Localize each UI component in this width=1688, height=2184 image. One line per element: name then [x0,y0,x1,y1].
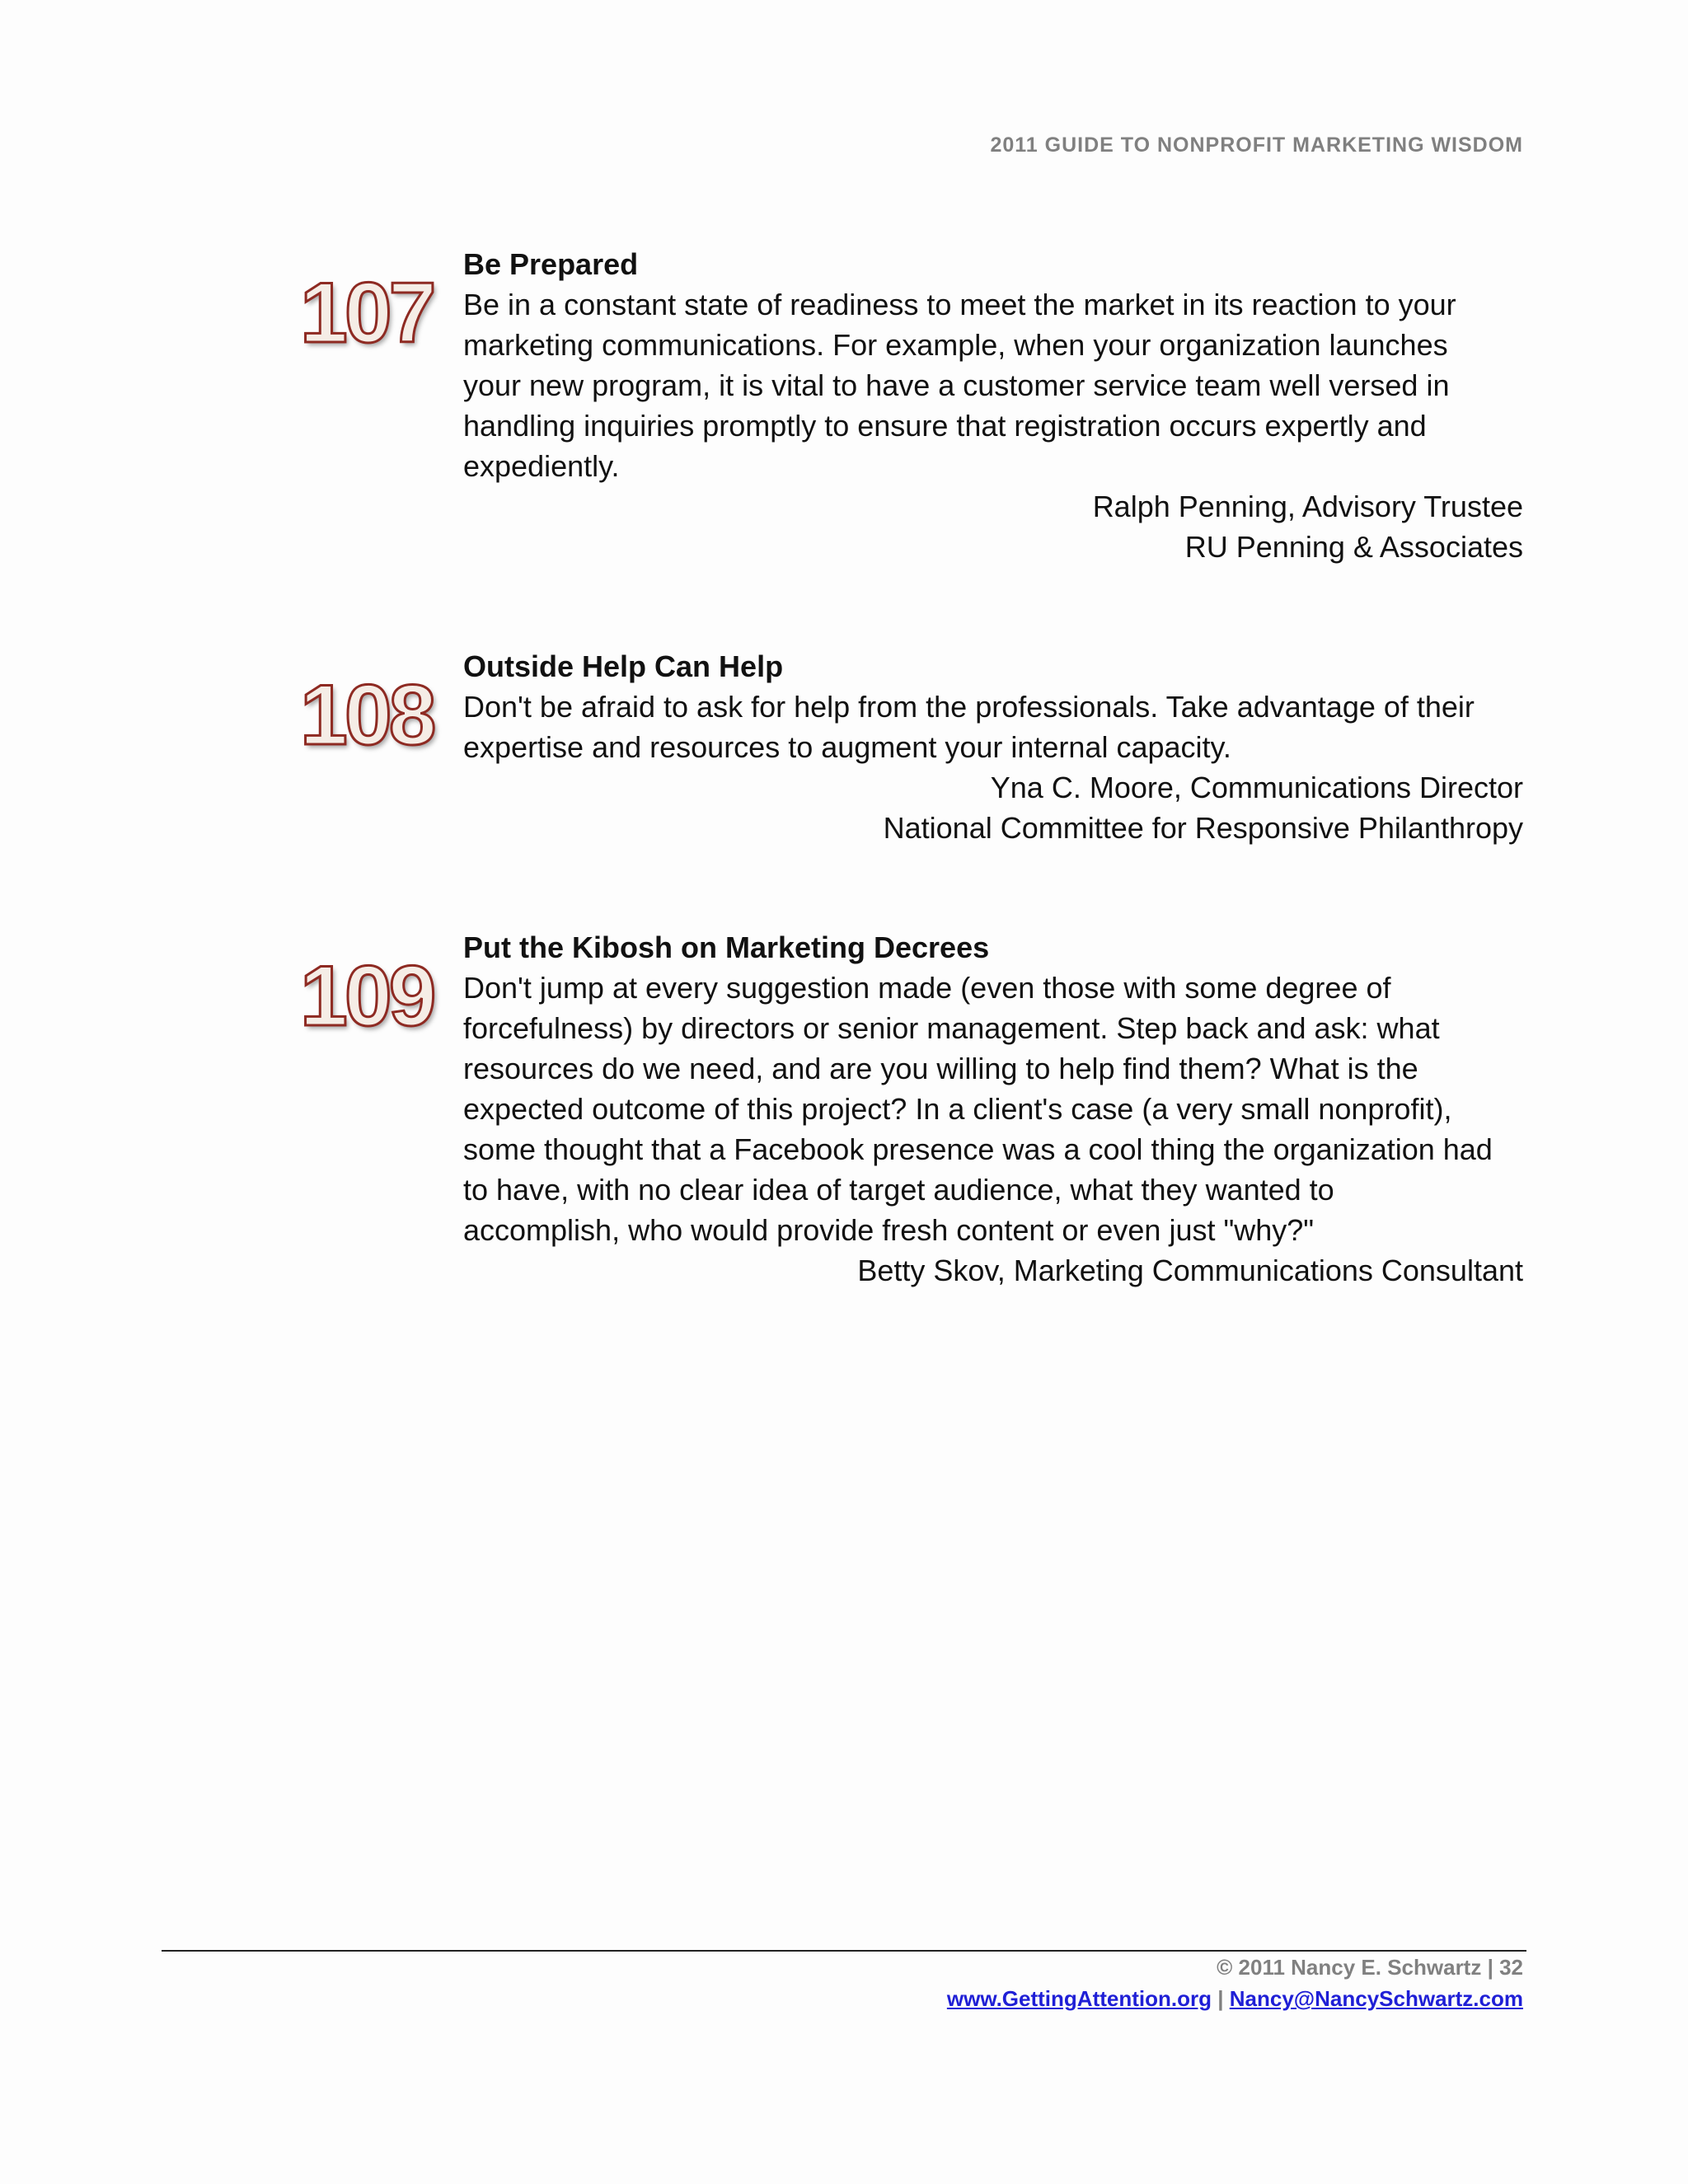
tip-body [463,284,1523,486]
tip-body-line: expected outcome of this project? In a client's case (a very small nonprofit), [463,1092,1452,1126]
tip-107 [300,244,1523,567]
tip-body [463,687,1523,767]
tip-body-line: Don't jump at every suggestion made (even those with some degree of [463,971,1391,1005]
tip-title: Outside Help Can Help [463,649,784,683]
tip-body-line: handling inquiries promptly to ensure that registration occurs expertly and [463,409,1427,443]
tip-body-line: marketing communications. For example, when your organization launches [463,328,1448,362]
attribution-line: National Committee for Responsive Philanthropy [883,811,1523,845]
tip-body-line: expertise and resources to augment your internal capacity. [463,730,1231,764]
tip-attribution [463,767,1523,848]
tip-body-line: forcefulness) by directors or senior management. Step back and ask: what [463,1011,1440,1045]
website-link[interactable]: www.GettingAttention.org [946,1986,1212,2011]
tip-body-line: expediently. [463,449,620,483]
email-link[interactable]: Nancy@NancySchwartz.com [1229,1986,1523,2011]
footer-copyright: © 2011 Nancy E. Schwartz | 32 [1217,1955,1523,1980]
tip-attribution [463,486,1523,567]
tip-109 [300,927,1523,1291]
tip-title: Put the Kibosh on Marketing Decrees [463,930,990,964]
tip-title: Be Prepared [463,247,639,281]
tip-body-line: Don't be afraid to ask for help from the professionals. Take advantage of their [463,690,1475,724]
attribution-line: Betty Skov, Marketing Communications Consultant [857,1254,1523,1287]
footer-separator: | [1217,1986,1224,2011]
attribution-line: Yna C. Moore, Communications Director [990,771,1523,804]
attribution-line: Ralph Penning, Advisory Trustee [1092,490,1523,523]
tip-body-line: resources do we need, and are you willing to help find them? What is the [463,1052,1418,1085]
footer-links [947,1986,1523,2012]
tip-body-line: your new program, it is vital to have a customer service team well versed in [463,368,1450,402]
page-header-title: 2011 GUIDE TO NONPROFIT MARKETING WISDOM [990,134,1523,157]
tip-attribution [463,1250,1523,1291]
tip-body [463,968,1523,1250]
attribution-line: RU Penning & Associates [1184,530,1523,564]
footer-divider [162,1950,1526,1952]
tip-body-line: Be in a constant state of readiness to meet the market in its reaction to your [463,288,1456,321]
tip-body-line: to have, with no clear idea of target audience, what they wanted to [463,1173,1334,1207]
tip-number-107: 107 [300,265,434,361]
tip-108 [300,646,1523,848]
tip-number-108: 108 [300,668,434,763]
tip-body-line: some thought that a Facebook presence was a cool thing the organization had [463,1132,1493,1166]
tip-body-line: accomplish, who would provide fresh content or even just "why?" [463,1213,1315,1247]
tip-number-109: 109 [300,949,434,1044]
